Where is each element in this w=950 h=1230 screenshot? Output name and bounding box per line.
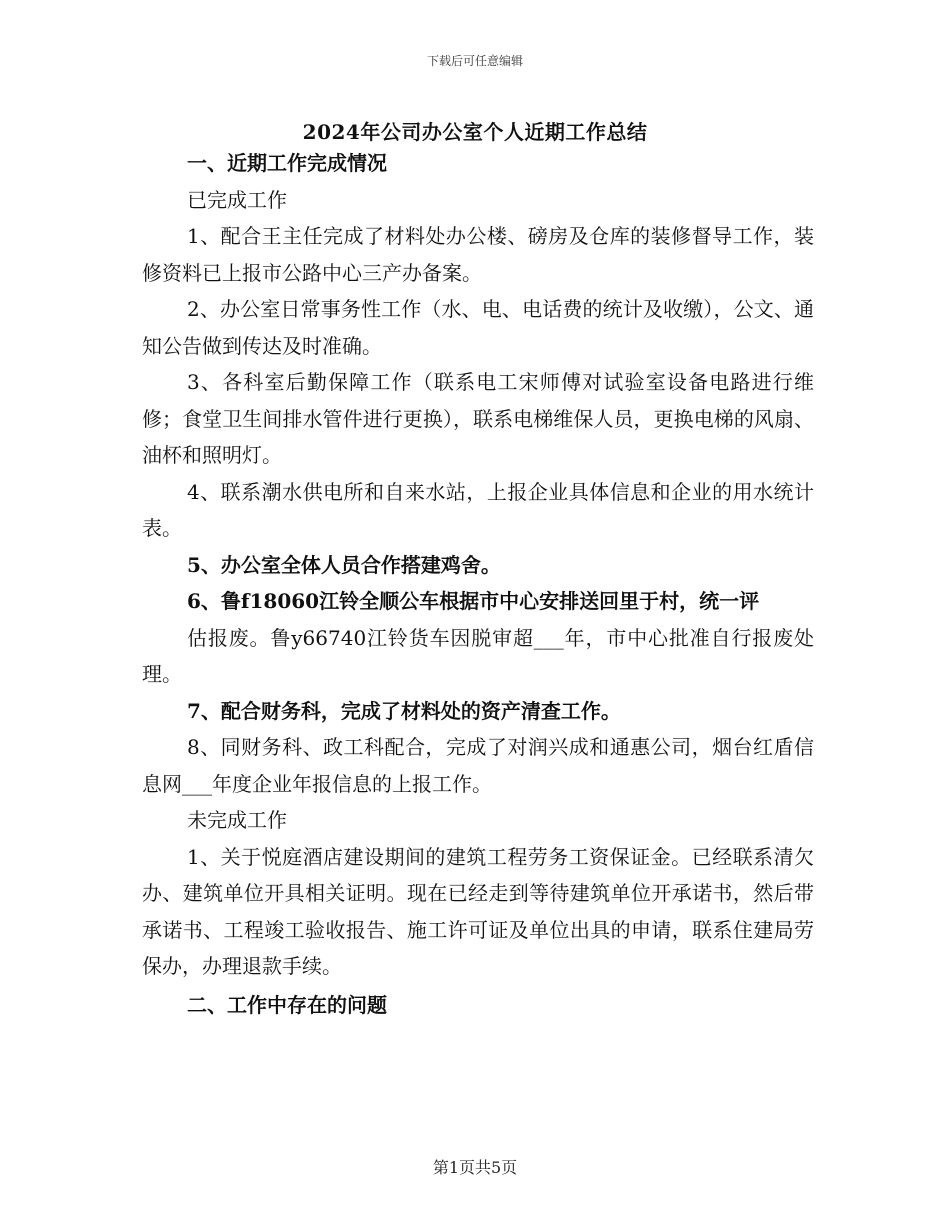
paragraph-item-3: 3、各科室后勤保障工作（联系电工宋师傅对试验室设备电路进行维修；食堂卫生间排水管件进行更换），联系电梯维保人员，更换电梯的风扇、油杯和照明灯。 — [142, 370, 814, 467]
page-header: 下载后可任意编辑 — [426, 54, 523, 68]
subheading-completed: 已完成工作 — [187, 187, 287, 212]
paragraph-item-6: 6、鲁f18060江铃全顺公车根据市中心安排送回里于村，统一评 — [187, 589, 760, 613]
paragraph-item-7: 7、配合财务科，完成了材料处的资产清查工作。 — [187, 698, 621, 723]
section-heading-2: 二、工作中存在的问题 — [187, 992, 387, 1017]
paragraph-uncompleted-1: 1、关于悦庭酒店建设期间的建筑工程劳务工资保证金。已经联系清欠办、建筑单位开具相关证明。现在已经走到等待建筑单位开承诺书，然后带承诺书、工程竣工验收报告、施工许可证及单位出具的申请，联系住建局劳保办，办理退款手续。 — [142, 844, 814, 978]
paragraph-item-6-continued: 估报废。鲁y66740江铃货车因脱审超___年，市中心批准自行报废处理。 — [142, 625, 814, 686]
document-body — [142, 145, 814, 1023]
subheading-uncompleted: 未完成工作 — [187, 808, 287, 832]
page-footer: 第1页共5页 — [432, 1158, 518, 1177]
paragraph-item-2: 2、办公室日常事务性工作（水、电、电话费的统计及收缴），公文、通知公告做到传达及时准确。 — [142, 297, 814, 358]
document-title: 2024年公司办公室个人近期工作总结 — [302, 120, 648, 144]
paragraph-item-4: 4、联系潮水供电所和自来水站，上报企业具体信息和企业的用水统计表。 — [142, 479, 814, 540]
paragraph-item-1: 1、配合王主任完成了材料处办公楼、磅房及仓库的装修督导工作，装修资料已上报市公路中心三产办备案。 — [142, 224, 814, 285]
paragraph-item-8: 8、同财务科、政工科配合，完成了对润兴成和通惠公司，烟台红盾信息网___年度企业年报信息的上报工作。 — [142, 735, 814, 796]
paragraph-item-5: 5、办公室全体人员合作搭建鸡舍。 — [187, 552, 501, 577]
section-heading-1: 一、近期工作完成情况 — [187, 151, 387, 175]
